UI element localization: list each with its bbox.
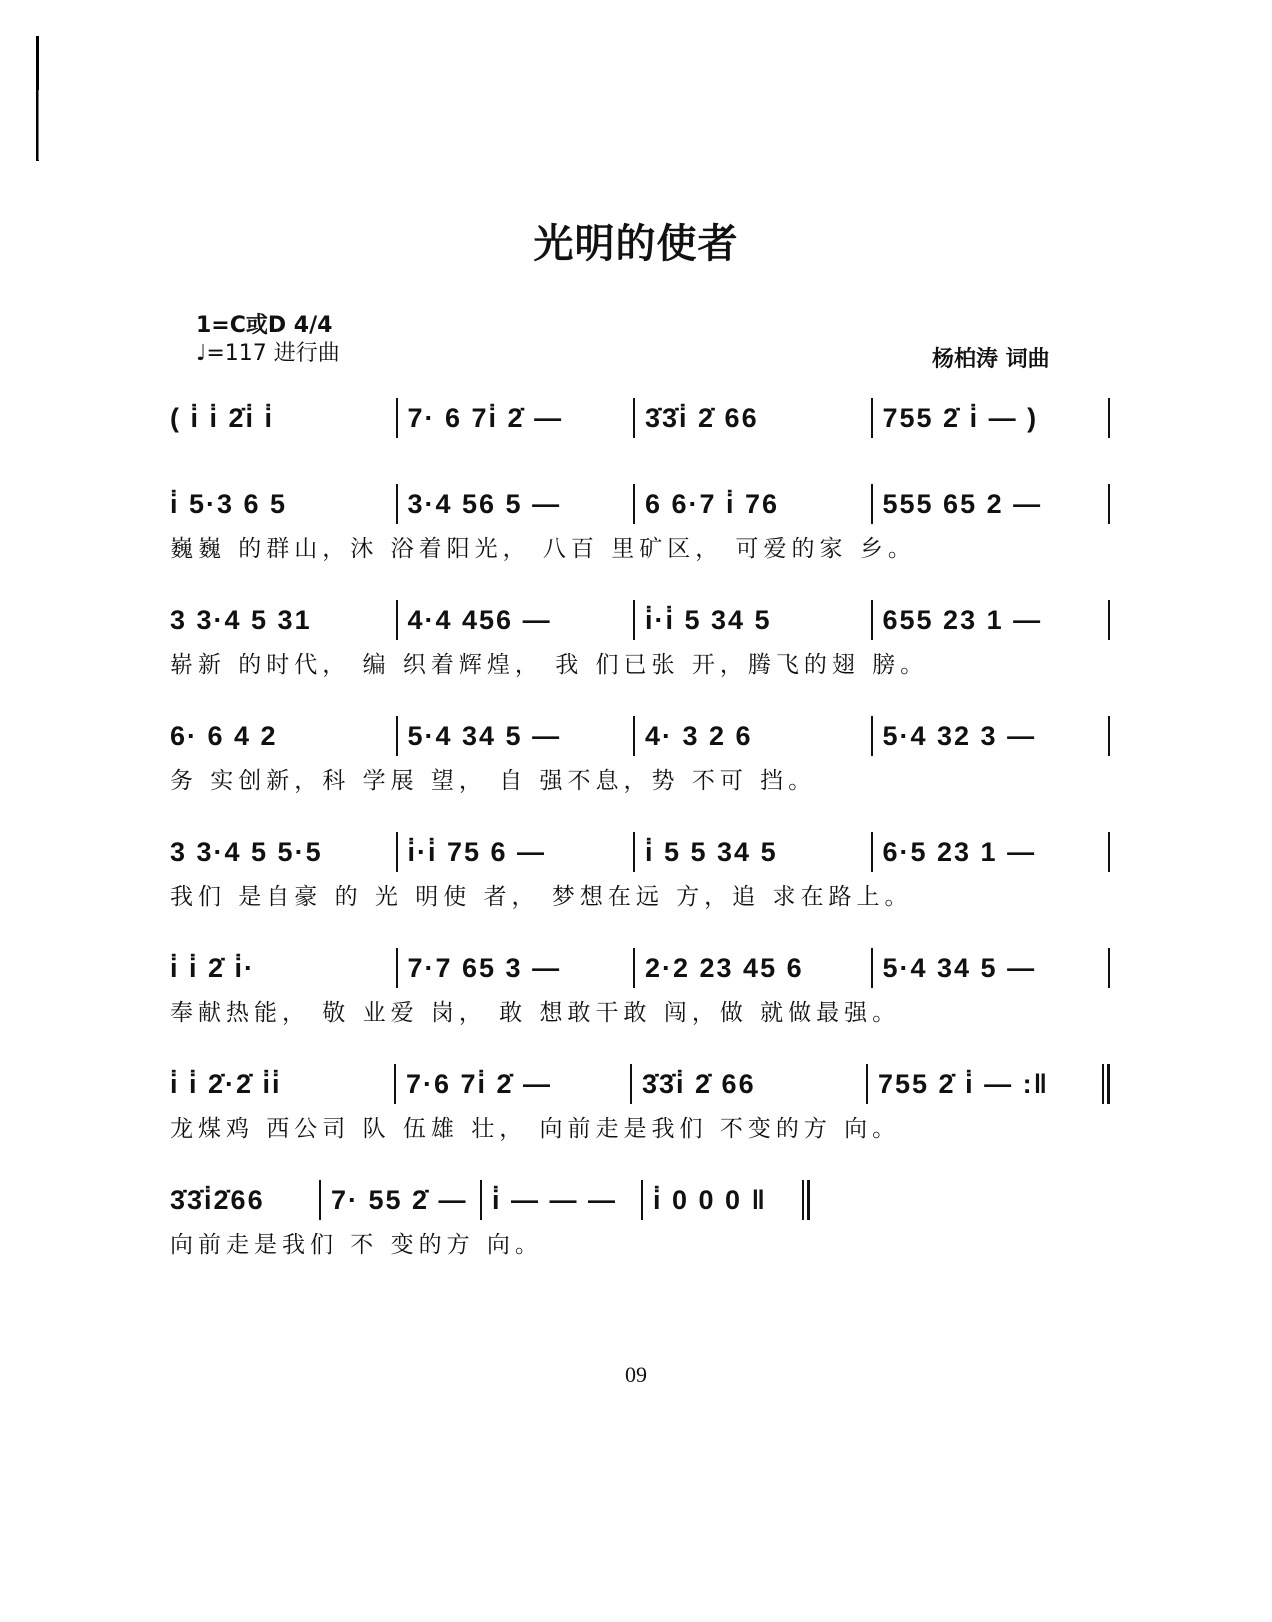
measure: 5·4 32 3 — [882,720,1037,751]
measure: i̇ 5·3 6 5 [170,488,288,519]
measure: 555 65 2 — [882,488,1043,519]
score-line [170,594,1120,686]
measure: 5·4 34 5 — [882,952,1037,983]
song-title: 光明的使者 [533,220,739,267]
lyrics-row: 奉献热能， 敬 业爱 岗， 敢 想敢干敢 闯，做 就做最强。 [170,1000,901,1026]
notation-row [170,1058,1120,1110]
measure: 4·4 456 — [407,604,552,635]
composer-credit: 杨柏涛 词曲 [932,347,1050,372]
barline [802,1180,810,1220]
measure: 3̇3̇i̇ 2̇ 66 [642,1068,756,1099]
barline [633,398,635,438]
scan-edge-mark-thin [38,90,39,160]
barline [633,600,635,640]
barline [1102,1064,1110,1104]
measure: 3̇3̇i̇2̇66 [170,1184,265,1215]
lyrics-row: 向前走是我们 不 变的方 向。 [170,1232,543,1258]
measure: i̇ 0 0 0 ‖ [653,1184,767,1215]
notation-row [170,478,1120,530]
barline [1108,716,1110,756]
barline [871,716,873,756]
song-meta [196,312,340,368]
barline [871,398,873,438]
notation-row [170,1174,820,1226]
barline [633,716,635,756]
score-line [170,478,1120,570]
lyrics-row: 我们 是自豪 的 光 明使 者， 梦想在远 方，追 求在路上。 [170,884,913,910]
page-number: 09 [625,1362,647,1387]
lyrics-row: 巍巍 的群山，沐 浴着阳光， 八百 里矿区， 可爱的家 乡。 [170,536,916,562]
measure: 755 2̇ i̇ — :‖ [878,1068,1049,1099]
barline [396,948,398,988]
score-line [170,392,1120,484]
barline [641,1180,643,1220]
measure: 3·4 56 5 — [407,488,562,519]
barline [871,600,873,640]
measure: i̇ i̇ 2̇·2̇ i̇i̇ [170,1068,282,1099]
measure: i̇ i̇ 2̇ i̇· [170,952,256,983]
barline [319,1180,321,1220]
measure: 755 2̇ i̇ — ) [882,402,1039,433]
measure: ( i̇ i̇ 2̇i̇ i̇ [170,402,275,433]
measure: 3 3·4 5 31 [170,604,312,635]
score-line [170,942,1120,1034]
barline [871,832,873,872]
barline [396,832,398,872]
measure: i̇·i̇ 75 6 — [407,836,547,867]
score-line [170,1058,1120,1150]
notation-row [170,710,1120,762]
barline [871,948,873,988]
notation-row [170,594,1120,646]
measure: 2·2 23 45 6 [645,952,804,983]
barline [866,1064,868,1104]
barline [1108,484,1110,524]
score-line [170,826,1120,918]
measure: 3̇3̇i̇ 2̇ 66 [645,402,759,433]
measure: i̇·i̇ 5 34 5 [645,604,772,635]
barline [396,398,398,438]
barline [480,1180,482,1220]
barline [396,716,398,756]
measure: i̇ — — — [492,1184,618,1215]
barline [1108,948,1110,988]
barline [394,1064,396,1104]
measure: 6· 6 4 2 [170,720,278,751]
score-line [170,710,1120,802]
measure: 7·6 7i̇ 2̇ — [406,1068,553,1099]
measure: 655 23 1 — [882,604,1043,635]
tempo-marking: ♩=117 进行曲 [196,341,340,366]
barline [871,484,873,524]
barline [1108,398,1110,438]
barline [630,1064,632,1104]
notation-row [170,392,1120,444]
barline [1108,600,1110,640]
measure: 7· 6 7i̇ 2̇ — [407,402,564,433]
key-signature: 1=C或D 4/4 [196,313,333,338]
barline [396,484,398,524]
lyrics-row: 崭新 的时代， 编 织着辉煌， 我 们已张 开，腾飞的翅 膀。 [170,652,929,678]
measure: 4· 3 2 6 [645,720,753,751]
barline [633,948,635,988]
notation-row [170,826,1120,878]
score-line [170,1174,820,1266]
barline [396,600,398,640]
measure: 6 6·7 i̇ 76 [645,488,780,519]
measure: i̇ 5 5 34 5 [645,836,778,867]
measure: 7·7 65 3 — [407,952,562,983]
measure: 6·5 23 1 — [882,836,1037,867]
barline [633,484,635,524]
measure: 3 3·4 5 5·5 [170,836,323,867]
notation-row [170,942,1120,994]
measure: 5·4 34 5 — [407,720,562,751]
measure: 7· 55 2̇ — [331,1184,468,1215]
barline [1108,832,1110,872]
lyrics-row: 龙煤鸡 西公司 队 伍雄 壮， 向前走是我们 不变的方 向。 [170,1116,901,1142]
lyrics-row: 务 实创新，科 学展 望， 自 强不息，势 不可 挡。 [170,768,817,794]
barline [633,832,635,872]
